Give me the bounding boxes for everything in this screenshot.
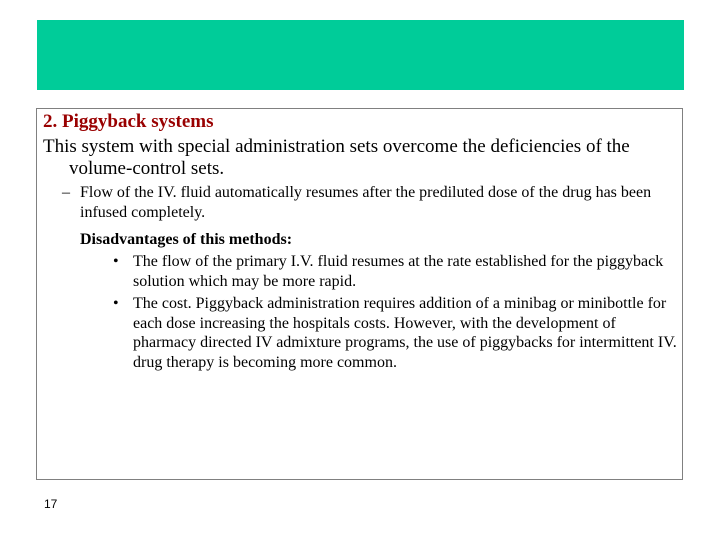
disadvantages-title: Disadvantages of this methods:: [80, 231, 293, 248]
dash-list-item: [62, 183, 676, 223]
bullet-text: The cost. Piggyback administration requires addition of a minibag or minibottle for each dose increasing the hospitals costs. However, with the development of pharmacy directed IV admixture programs, the use of piggybacks for intermittent IV. drug therapy is becoming more common.: [133, 295, 677, 371]
dash-item-text: Flow of the IV. fluid automatically resumes after the prediluted dose of the drug has been infused completely.: [80, 184, 652, 221]
title-banner: [37, 20, 684, 90]
section-heading: 2. Piggyback systems: [43, 111, 214, 132]
bullet-text: The flow of the primary I.V. fluid resumes at the rate established for the piggyback solution which may be more rapid.: [133, 253, 664, 290]
intro-paragraph: This system with special administration sets overcome the deficiencies of the volume-control sets.: [43, 136, 630, 179]
page-number: 17: [44, 497, 58, 511]
bullet-marker: •: [113, 253, 119, 270]
bullet-marker: •: [113, 295, 119, 312]
dash-marker: –: [62, 184, 70, 201]
bullet-item: [113, 252, 678, 291]
bullet-item: [113, 294, 678, 372]
